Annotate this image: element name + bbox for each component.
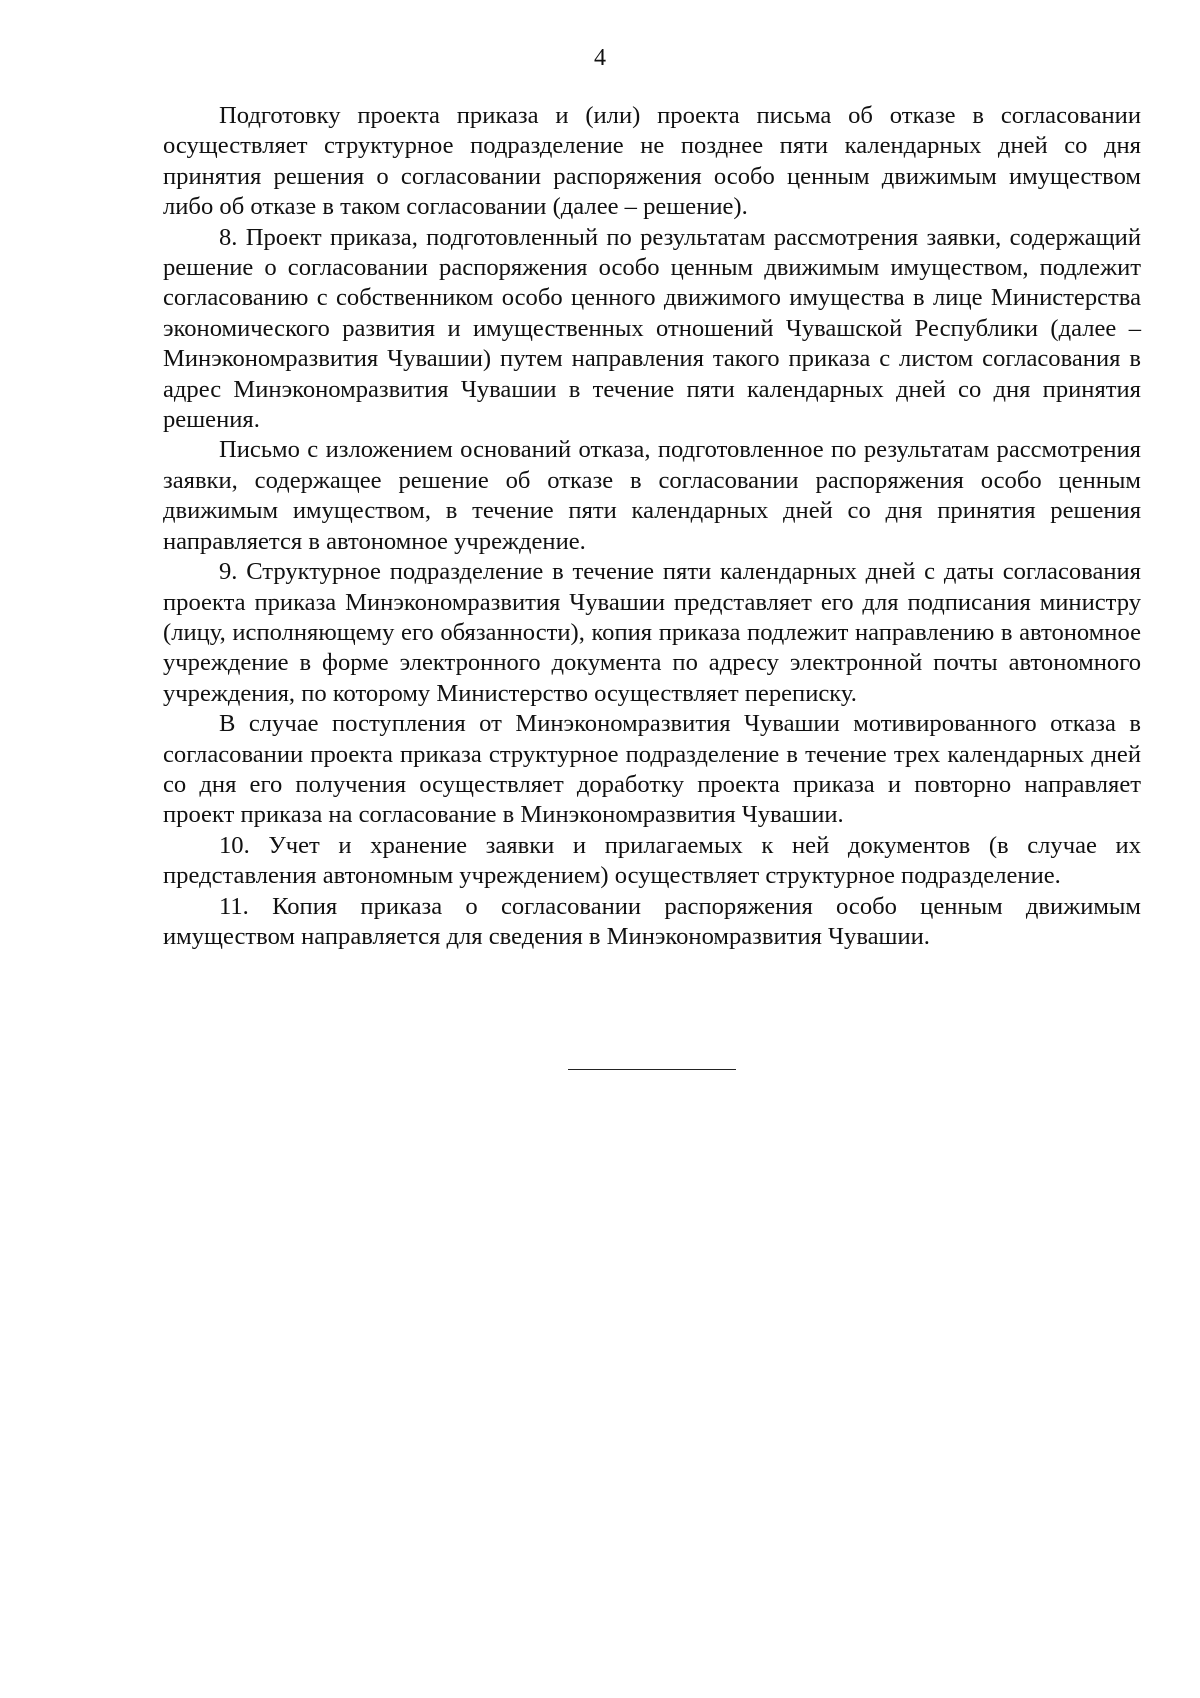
paragraph-item-9: 9. Структурное подразделение в течение пяти календарных дней с даты согласования проекта приказа Минэкономразвития Чувашии представляет его для подписания министру (лицу, исполняющему его обязанности), копия приказа подлежит направлению в автономное учреждение в форме электронного документа по адресу электронной почты автономного учреждения, по которому Министерство осуществляет переписку. — [163, 558, 1141, 707]
paragraph-refusal-letter: Письмо с изложением оснований отказа, подготовленное по результатам рассмотрения заявки, содержащее решение об отказе в согласовании распоряжения особо ценным движимым имуществом, в течение пяти календарных дней со дня принятия решения направляется в автономное учреждение. — [163, 436, 1141, 555]
paragraph-item-10: 10. Учет и хранение заявки и прилагаемых к ней документов (в случае их представления автономным учреждением) осуществляет структурное подразделение. — [163, 831, 1141, 890]
paragraph-draft-preparation: Подготовку проекта приказа и (или) проекта письма об отказе в согласовании осуществляет структурное подразделение не позднее пяти календарных дней со дня принятия решения о согласовании распоряжения особо ценным движимым имуществом либо об отказе в таком согласовании (далее – решение). — [163, 102, 1141, 221]
paragraph-item-11: 11. Копия приказа о согласовании распоряжения особо ценным движимым имуществом направляется для сведения в Минэкономразвития Чувашии. — [163, 892, 1141, 950]
paragraph-motivated-refusal: В случае поступления от Минэкономразвития Чувашии мотивированного отказа в согласовании проекта приказа структурное подразделение в течение трех календарных дней со дня его получения осуществляет доработку проекта приказа и повторно направляет проект приказа на согласование в Минэкономразвития Чувашии. — [163, 710, 1141, 829]
document-body — [163, 101, 1141, 952]
page-number: 4 — [594, 45, 606, 71]
end-of-document-rule — [568, 1069, 736, 1070]
paragraph-item-8: 8. Проект приказа, подготовленный по результатам рассмотрения заявки, содержащий решение о согласовании распоряжения особо ценным движимым имуществом, подлежит согласованию с собственником особо ценного движимого имущества в лице Министерства экономического развития и имущественных отношений Чувашской Республики (далее – Минэкономразвития Чувашии) путем направления такого приказа с листом согласования в адрес Минэкономразвития Чувашии в течение пяти календарных дней со дня принятия решения. — [163, 223, 1141, 434]
